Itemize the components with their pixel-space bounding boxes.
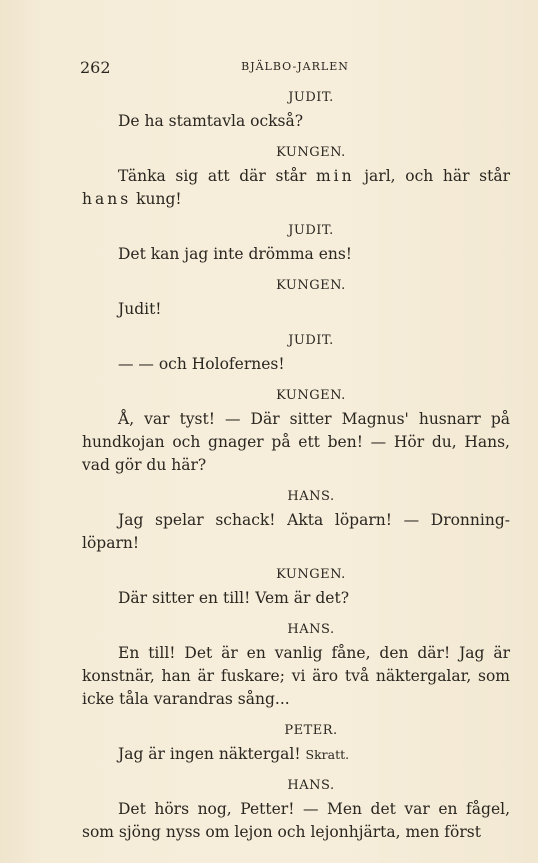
- dialogue-line: De ha stamtavla också?: [118, 112, 304, 130]
- speaker-name: JUDIT.: [288, 223, 334, 238]
- speaker-name: HANS.: [287, 622, 335, 637]
- dialogue-line: — — och Holofernes!: [118, 355, 285, 373]
- dialogue-line: Jag spelar schack! Akta löparn! — Dronning-löparn!: [82, 511, 510, 552]
- page-number: 262: [80, 58, 111, 77]
- dialogue-line: Å, var tyst! — Där sitter Magnus' husnarr på hundkojan och gnager på ett ben! — Hör du, Hans, vad gör du här?: [82, 410, 510, 474]
- speaker-name: HANS.: [287, 778, 335, 793]
- speaker-name: KUNGEN.: [276, 388, 346, 403]
- stage-direction: Skratt.: [305, 747, 350, 762]
- dialogue-line: Tänka sig att där står min jarl, och här står hans kung!: [82, 167, 511, 208]
- speaker-name: KUNGEN.: [276, 145, 346, 160]
- emphasized-word: hans: [82, 190, 132, 208]
- emphasized-word: min: [315, 167, 355, 185]
- running-title: BJÄLBO-JARLEN: [241, 60, 349, 73]
- speaker-name: JUDIT.: [288, 333, 334, 348]
- speaker-name: HANS.: [287, 489, 335, 504]
- dialogue-line: Det kan jag inte drömma ens!: [118, 245, 353, 263]
- speaker-name: KUNGEN.: [276, 278, 346, 293]
- play-text: [82, 86, 510, 852]
- speaker-name: KUNGEN.: [276, 567, 346, 582]
- dialogue-line: Där sitter en till! Vem är det?: [118, 589, 350, 607]
- speaker-name: JUDIT.: [288, 90, 334, 105]
- dialogue-line: Det hörs nog, Petter! — Men det var en fågel, som sjöng nyss om lejon och lejonhjärta, men först: [82, 800, 510, 841]
- dialogue-line: Judit!: [118, 300, 162, 318]
- dialogue-line: En till! Det är en vanlig fåne, den där! Jag är konstnär, han är fuskare; vi äro två näktergalar, som icke tåla varandras sång...: [82, 644, 510, 708]
- dialogue-line: Jag är ingen näktergal! Skratt.: [118, 745, 350, 763]
- speaker-name: PETER.: [284, 723, 338, 738]
- page-header: [80, 58, 510, 80]
